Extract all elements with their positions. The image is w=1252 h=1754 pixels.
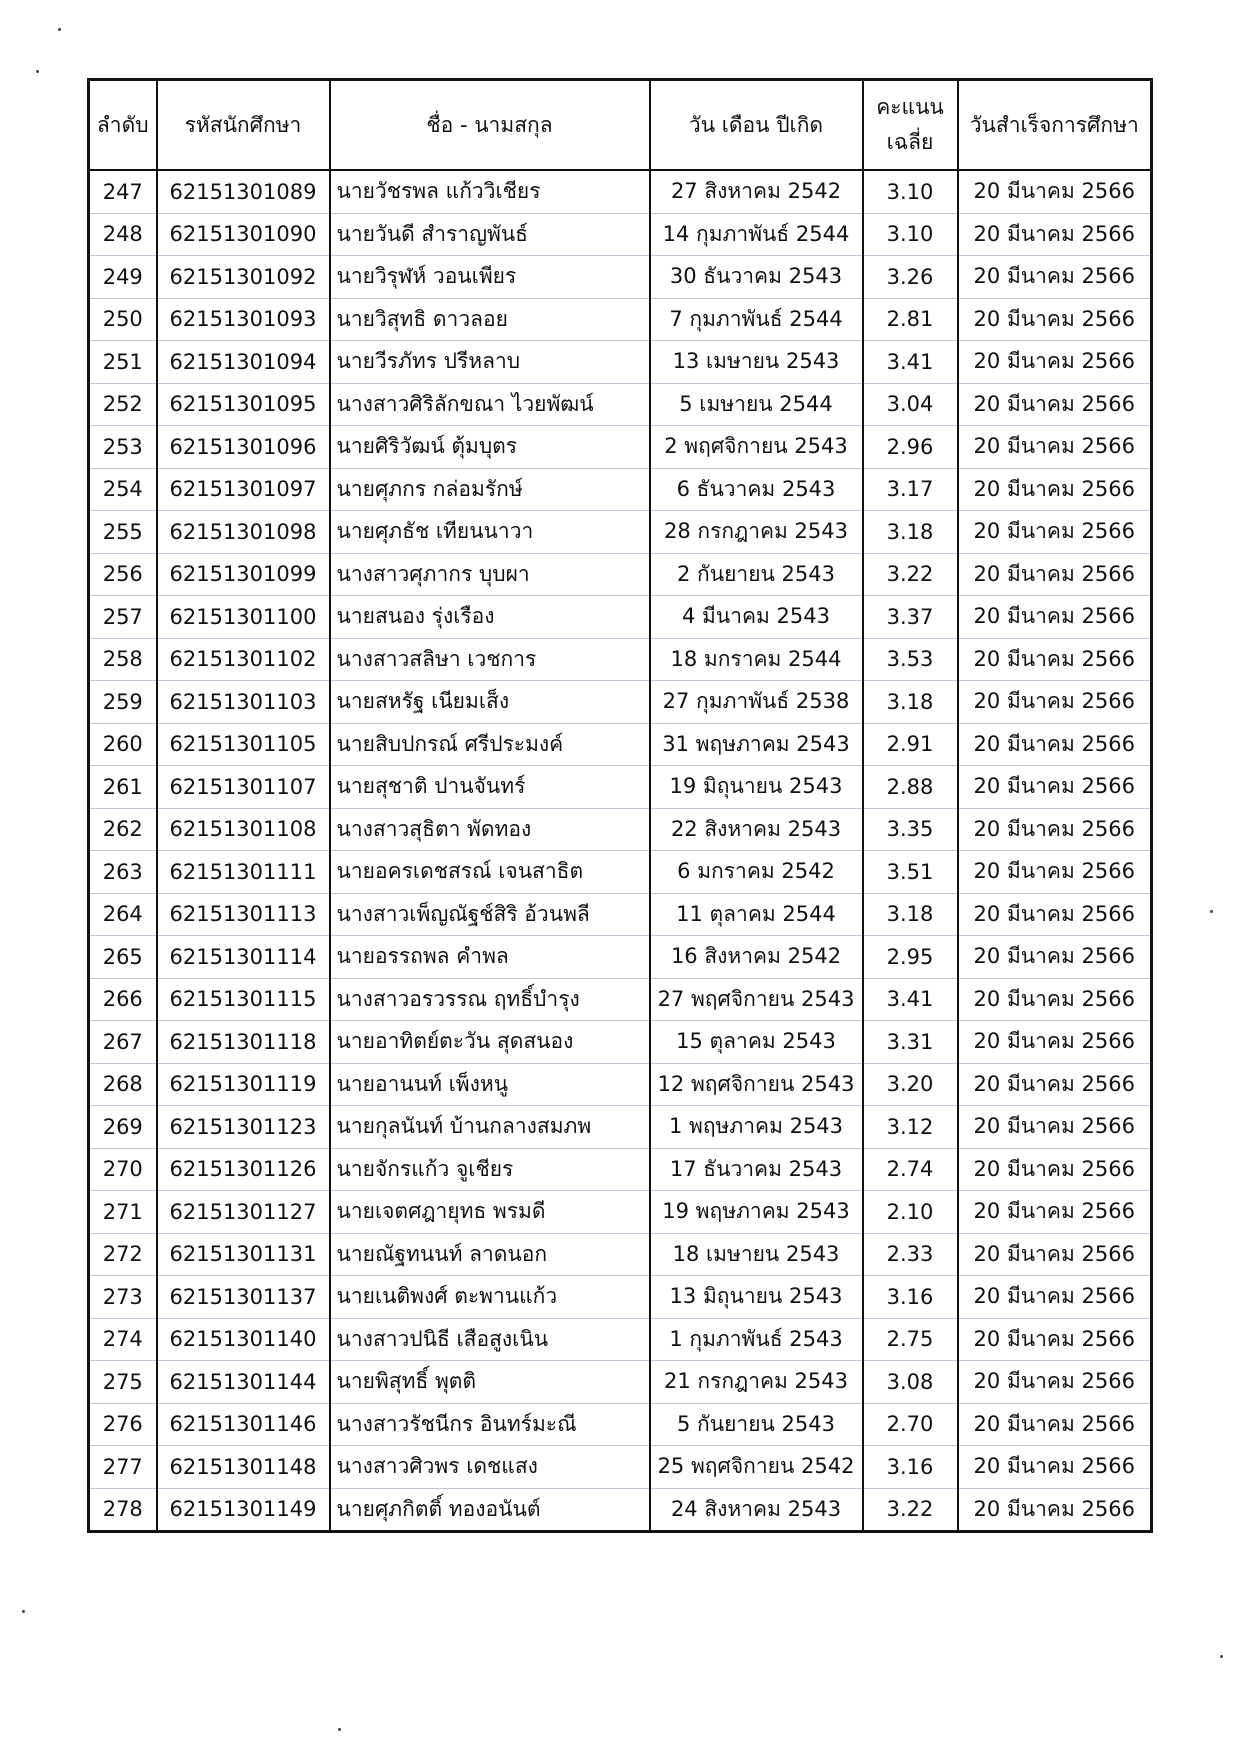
cell-no: 270	[89, 1148, 157, 1191]
cell-name: นายวีรภัทร ปรีหลาบ	[330, 341, 650, 384]
cell-student-id: 62151301146	[157, 1403, 330, 1446]
cell-student-id: 62151301103	[157, 681, 330, 724]
table-row	[89, 1446, 1152, 1489]
cell-gpa: 3.37	[863, 596, 958, 639]
header-no: ลำดับ	[89, 80, 157, 171]
scan-speck	[36, 70, 39, 73]
table-row	[89, 1318, 1152, 1361]
cell-birth-date: 21 กรกฎาคม 2543	[650, 1361, 863, 1404]
cell-no: 266	[89, 978, 157, 1021]
cell-birth-date: 22 สิงหาคม 2543	[650, 808, 863, 851]
cell-graduation-date: 20 มีนาคม 2566	[958, 213, 1152, 256]
cell-no: 247	[89, 170, 157, 213]
cell-student-id: 62151301102	[157, 638, 330, 681]
cell-no: 250	[89, 298, 157, 341]
cell-name: นายจักรแก้ว จูเชียร	[330, 1148, 650, 1191]
cell-no: 251	[89, 341, 157, 384]
cell-birth-date: 16 สิงหาคม 2542	[650, 936, 863, 979]
cell-graduation-date: 20 มีนาคม 2566	[958, 341, 1152, 384]
cell-student-id: 62151301090	[157, 213, 330, 256]
cell-student-id: 62151301093	[157, 298, 330, 341]
cell-name: นายเจตศฎายุทธ พรมดี	[330, 1191, 650, 1234]
cell-gpa: 3.18	[863, 681, 958, 724]
cell-gpa: 3.22	[863, 553, 958, 596]
cell-gpa: 3.41	[863, 341, 958, 384]
scan-speck	[22, 1610, 25, 1613]
cell-graduation-date: 20 มีนาคม 2566	[958, 1403, 1152, 1446]
table-row	[89, 426, 1152, 469]
cell-student-id: 62151301119	[157, 1063, 330, 1106]
cell-no: 257	[89, 596, 157, 639]
cell-graduation-date: 20 มีนาคม 2566	[958, 256, 1152, 299]
cell-no: 278	[89, 1488, 157, 1532]
cell-no: 265	[89, 936, 157, 979]
cell-graduation-date: 20 มีนาคม 2566	[958, 978, 1152, 1021]
table-row	[89, 213, 1152, 256]
cell-no: 249	[89, 256, 157, 299]
cell-no: 263	[89, 851, 157, 894]
cell-name: นางสาวสุธิตา พัดทอง	[330, 808, 650, 851]
table-row	[89, 553, 1152, 596]
cell-birth-date: 19 มิถุนายน 2543	[650, 766, 863, 809]
cell-no: 274	[89, 1318, 157, 1361]
cell-student-id: 62151301113	[157, 893, 330, 936]
header-gpa-line1: คะแนน	[876, 95, 944, 120]
cell-name: นางสาวศิวพร เดชแสง	[330, 1446, 650, 1489]
cell-gpa: 2.95	[863, 936, 958, 979]
cell-student-id: 62151301127	[157, 1191, 330, 1234]
cell-student-id: 62151301108	[157, 808, 330, 851]
cell-name: นางสาวศุภากร บุบผา	[330, 553, 650, 596]
table-row	[89, 978, 1152, 1021]
cell-student-id: 62151301089	[157, 170, 330, 213]
cell-name: นายวันดี สำราญพันธ์	[330, 213, 650, 256]
cell-birth-date: 1 พฤษภาคม 2543	[650, 1106, 863, 1149]
cell-birth-date: 5 เมษายน 2544	[650, 383, 863, 426]
cell-student-id: 62151301140	[157, 1318, 330, 1361]
cell-no: 262	[89, 808, 157, 851]
cell-name: นายวัชรพล แก้ววิเชียร	[330, 170, 650, 213]
cell-student-id: 62151301115	[157, 978, 330, 1021]
cell-gpa: 3.10	[863, 170, 958, 213]
cell-name: นายสิบปกรณ์ ศรีประมงค์	[330, 723, 650, 766]
cell-name: นางสาวอรวรรณ ฤทธิ์บำรุง	[330, 978, 650, 1021]
table-row	[89, 893, 1152, 936]
cell-birth-date: 19 พฤษภาคม 2543	[650, 1191, 863, 1234]
cell-graduation-date: 20 มีนาคม 2566	[958, 1488, 1152, 1532]
cell-no: 248	[89, 213, 157, 256]
scan-speck	[338, 1728, 341, 1731]
cell-gpa: 3.20	[863, 1063, 958, 1106]
table-row	[89, 256, 1152, 299]
cell-graduation-date: 20 มีนาคม 2566	[958, 936, 1152, 979]
table-row	[89, 341, 1152, 384]
cell-no: 275	[89, 1361, 157, 1404]
cell-gpa: 3.18	[863, 893, 958, 936]
cell-birth-date: 2 พฤศจิกายน 2543	[650, 426, 863, 469]
table-row	[89, 1106, 1152, 1149]
cell-graduation-date: 20 มีนาคม 2566	[958, 1106, 1152, 1149]
cell-student-id: 62151301137	[157, 1276, 330, 1319]
cell-gpa: 3.16	[863, 1276, 958, 1319]
cell-gpa: 2.74	[863, 1148, 958, 1191]
table-body	[89, 170, 1152, 1532]
cell-name: นายณัฐทนนท์ ลาดนอก	[330, 1233, 650, 1276]
cell-name: นายวิรุฬห์ วอนเพียร	[330, 256, 650, 299]
cell-name: นางสาวศิริลักขณา ไวยพัฒน์	[330, 383, 650, 426]
cell-no: 272	[89, 1233, 157, 1276]
cell-birth-date: 12 พฤศจิกายน 2543	[650, 1063, 863, 1106]
cell-birth-date: 4 มีนาคม 2543	[650, 596, 863, 639]
cell-student-id: 62151301149	[157, 1488, 330, 1532]
cell-birth-date: 18 มกราคม 2544	[650, 638, 863, 681]
cell-gpa: 3.51	[863, 851, 958, 894]
cell-graduation-date: 20 มีนาคม 2566	[958, 511, 1152, 554]
cell-graduation-date: 20 มีนาคม 2566	[958, 1446, 1152, 1489]
cell-graduation-date: 20 มีนาคม 2566	[958, 1276, 1152, 1319]
table-row	[89, 723, 1152, 766]
cell-name: นางสาวสลิษา เวชการ	[330, 638, 650, 681]
scan-speck	[1210, 910, 1213, 913]
table-row	[89, 681, 1152, 724]
cell-name: นางสาวปนิธี เสือสูงเนิน	[330, 1318, 650, 1361]
cell-gpa: 3.35	[863, 808, 958, 851]
cell-no: 264	[89, 893, 157, 936]
cell-no: 252	[89, 383, 157, 426]
cell-student-id: 62151301095	[157, 383, 330, 426]
cell-birth-date: 18 เมษายน 2543	[650, 1233, 863, 1276]
cell-name: นายอครเดชสรณ์ เจนสาธิต	[330, 851, 650, 894]
cell-gpa: 3.18	[863, 511, 958, 554]
cell-graduation-date: 20 มีนาคม 2566	[958, 298, 1152, 341]
cell-gpa: 2.33	[863, 1233, 958, 1276]
cell-name: นายอาทิตย์ตะวัน สุดสนอง	[330, 1021, 650, 1064]
table-row	[89, 298, 1152, 341]
table-row	[89, 638, 1152, 681]
cell-student-id: 62151301099	[157, 553, 330, 596]
cell-no: 276	[89, 1403, 157, 1446]
header-graduation-date: วันสำเร็จการศึกษา	[958, 80, 1152, 171]
cell-no: 277	[89, 1446, 157, 1489]
cell-graduation-date: 20 มีนาคม 2566	[958, 596, 1152, 639]
cell-name: นายสุชาติ ปานจันทร์	[330, 766, 650, 809]
cell-birth-date: 14 กุมภาพันธ์ 2544	[650, 213, 863, 256]
cell-name: นายศิริวัฒน์ ตุ้มบุตร	[330, 426, 650, 469]
cell-birth-date: 24 สิงหาคม 2543	[650, 1488, 863, 1532]
cell-gpa: 3.08	[863, 1361, 958, 1404]
cell-birth-date: 11 ตุลาคม 2544	[650, 893, 863, 936]
cell-gpa: 2.88	[863, 766, 958, 809]
cell-birth-date: 27 พฤศจิกายน 2543	[650, 978, 863, 1021]
cell-name: นางสาวเพ็ญณัฐช์สิริ อ้วนพลี	[330, 893, 650, 936]
cell-birth-date: 1 กุมภาพันธ์ 2543	[650, 1318, 863, 1361]
cell-no: 256	[89, 553, 157, 596]
cell-graduation-date: 20 มีนาคม 2566	[958, 468, 1152, 511]
table-row	[89, 1488, 1152, 1532]
cell-name: นายศุภกิตติ์ ทองอนันต์	[330, 1488, 650, 1532]
table-row	[89, 1403, 1152, 1446]
table-row	[89, 511, 1152, 554]
cell-student-id: 62151301123	[157, 1106, 330, 1149]
cell-graduation-date: 20 มีนาคม 2566	[958, 808, 1152, 851]
header-gpa-line2: เฉลี่ย	[886, 130, 934, 154]
cell-name: นางสาวรัชนีกร อินทร์มะณี	[330, 1403, 650, 1446]
cell-graduation-date: 20 มีนาคม 2566	[958, 426, 1152, 469]
cell-birth-date: 17 ธันวาคม 2543	[650, 1148, 863, 1191]
cell-name: นายเนติพงศ์ ตะพานแก้ว	[330, 1276, 650, 1319]
cell-no: 268	[89, 1063, 157, 1106]
cell-birth-date: 13 มิถุนายน 2543	[650, 1276, 863, 1319]
cell-name: นายอรรถพล คำพล	[330, 936, 650, 979]
cell-student-id: 62151301094	[157, 341, 330, 384]
cell-no: 267	[89, 1021, 157, 1064]
cell-gpa: 2.10	[863, 1191, 958, 1234]
cell-graduation-date: 20 มีนาคม 2566	[958, 1021, 1152, 1064]
table-row	[89, 936, 1152, 979]
header-name: ชื่อ - นามสกุล	[330, 80, 650, 171]
cell-birth-date: 7 กุมภาพันธ์ 2544	[650, 298, 863, 341]
cell-no: 259	[89, 681, 157, 724]
scan-speck	[58, 28, 61, 31]
cell-student-id: 62151301097	[157, 468, 330, 511]
cell-name: นายวิสุทธิ ดาวลอย	[330, 298, 650, 341]
table-row	[89, 1191, 1152, 1234]
cell-student-id: 62151301111	[157, 851, 330, 894]
cell-name: นายอานนท์ เพ็งหนู	[330, 1063, 650, 1106]
cell-graduation-date: 20 มีนาคม 2566	[958, 1191, 1152, 1234]
table-row	[89, 766, 1152, 809]
cell-birth-date: 30 ธันวาคม 2543	[650, 256, 863, 299]
cell-graduation-date: 20 มีนาคม 2566	[958, 681, 1152, 724]
header-birth-date: วัน เดือน ปีเกิด	[650, 80, 863, 171]
table-row	[89, 1361, 1152, 1404]
table-row	[89, 1148, 1152, 1191]
table-row	[89, 468, 1152, 511]
table-row	[89, 1063, 1152, 1106]
cell-birth-date: 6 ธันวาคม 2543	[650, 468, 863, 511]
header-row	[89, 80, 1152, 171]
cell-graduation-date: 20 มีนาคม 2566	[958, 1361, 1152, 1404]
cell-name: นายศุภกร กล่อมรักษ์	[330, 468, 650, 511]
cell-student-id: 62151301144	[157, 1361, 330, 1404]
cell-student-id: 62151301114	[157, 936, 330, 979]
cell-graduation-date: 20 มีนาคม 2566	[958, 1063, 1152, 1106]
cell-gpa: 2.81	[863, 298, 958, 341]
cell-student-id: 62151301100	[157, 596, 330, 639]
cell-gpa: 3.12	[863, 1106, 958, 1149]
cell-name: นายกุลนันท์ บ้านกลางสมภพ	[330, 1106, 650, 1149]
cell-gpa: 3.31	[863, 1021, 958, 1064]
cell-student-id: 62151301107	[157, 766, 330, 809]
cell-birth-date: 27 กุมภาพันธ์ 2538	[650, 681, 863, 724]
cell-student-id: 62151301092	[157, 256, 330, 299]
cell-name: นายศุภธัช เทียนนาวา	[330, 511, 650, 554]
cell-student-id: 62151301096	[157, 426, 330, 469]
cell-graduation-date: 20 มีนาคม 2566	[958, 553, 1152, 596]
cell-graduation-date: 20 มีนาคม 2566	[958, 1233, 1152, 1276]
scan-speck	[1220, 1655, 1223, 1658]
cell-no: 258	[89, 638, 157, 681]
cell-name: นายสนอง รุ่งเรือง	[330, 596, 650, 639]
cell-no: 269	[89, 1106, 157, 1149]
cell-student-id: 62151301105	[157, 723, 330, 766]
cell-no: 271	[89, 1191, 157, 1234]
cell-student-id: 62151301118	[157, 1021, 330, 1064]
cell-graduation-date: 20 มีนาคม 2566	[958, 851, 1152, 894]
cell-no: 273	[89, 1276, 157, 1319]
cell-student-id: 62151301098	[157, 511, 330, 554]
table-row	[89, 1276, 1152, 1319]
table-row	[89, 808, 1152, 851]
cell-graduation-date: 20 มีนาคม 2566	[958, 1148, 1152, 1191]
cell-graduation-date: 20 มีนาคม 2566	[958, 766, 1152, 809]
header-gpa	[863, 80, 958, 171]
cell-name: นายพิสุทธิ์ พุตติ	[330, 1361, 650, 1404]
cell-graduation-date: 20 มีนาคม 2566	[958, 383, 1152, 426]
table-row	[89, 596, 1152, 639]
cell-gpa: 3.26	[863, 256, 958, 299]
table-row	[89, 851, 1152, 894]
cell-graduation-date: 20 มีนาคม 2566	[958, 893, 1152, 936]
cell-birth-date: 28 กรกฎาคม 2543	[650, 511, 863, 554]
cell-gpa: 2.70	[863, 1403, 958, 1446]
table-row	[89, 383, 1152, 426]
cell-gpa: 3.04	[863, 383, 958, 426]
cell-gpa: 3.17	[863, 468, 958, 511]
header-student-id: รหัสนักศึกษา	[157, 80, 330, 171]
cell-graduation-date: 20 มีนาคม 2566	[958, 170, 1152, 213]
cell-no: 253	[89, 426, 157, 469]
graduate-list-table	[87, 78, 1153, 1533]
cell-gpa: 3.53	[863, 638, 958, 681]
cell-birth-date: 6 มกราคม 2542	[650, 851, 863, 894]
cell-gpa: 3.16	[863, 1446, 958, 1489]
table-row	[89, 1233, 1152, 1276]
cell-birth-date: 13 เมษายน 2543	[650, 341, 863, 384]
cell-no: 260	[89, 723, 157, 766]
cell-gpa: 3.41	[863, 978, 958, 1021]
cell-no: 254	[89, 468, 157, 511]
cell-birth-date: 15 ตุลาคม 2543	[650, 1021, 863, 1064]
cell-name: นายสหรัฐ เนียมเส็ง	[330, 681, 650, 724]
cell-gpa: 3.10	[863, 213, 958, 256]
cell-student-id: 62151301126	[157, 1148, 330, 1191]
cell-student-id: 62151301131	[157, 1233, 330, 1276]
cell-birth-date: 27 สิงหาคม 2542	[650, 170, 863, 213]
cell-gpa: 2.91	[863, 723, 958, 766]
cell-graduation-date: 20 มีนาคม 2566	[958, 1318, 1152, 1361]
cell-no: 255	[89, 511, 157, 554]
table-row	[89, 170, 1152, 213]
cell-birth-date: 5 กันยายน 2543	[650, 1403, 863, 1446]
cell-birth-date: 25 พฤศจิกายน 2542	[650, 1446, 863, 1489]
cell-birth-date: 31 พฤษภาคม 2543	[650, 723, 863, 766]
cell-gpa: 3.22	[863, 1488, 958, 1532]
cell-graduation-date: 20 มีนาคม 2566	[958, 638, 1152, 681]
cell-graduation-date: 20 มีนาคม 2566	[958, 723, 1152, 766]
cell-gpa: 2.96	[863, 426, 958, 469]
cell-gpa: 2.75	[863, 1318, 958, 1361]
cell-no: 261	[89, 766, 157, 809]
cell-birth-date: 2 กันยายน 2543	[650, 553, 863, 596]
table-row	[89, 1021, 1152, 1064]
cell-student-id: 62151301148	[157, 1446, 330, 1489]
